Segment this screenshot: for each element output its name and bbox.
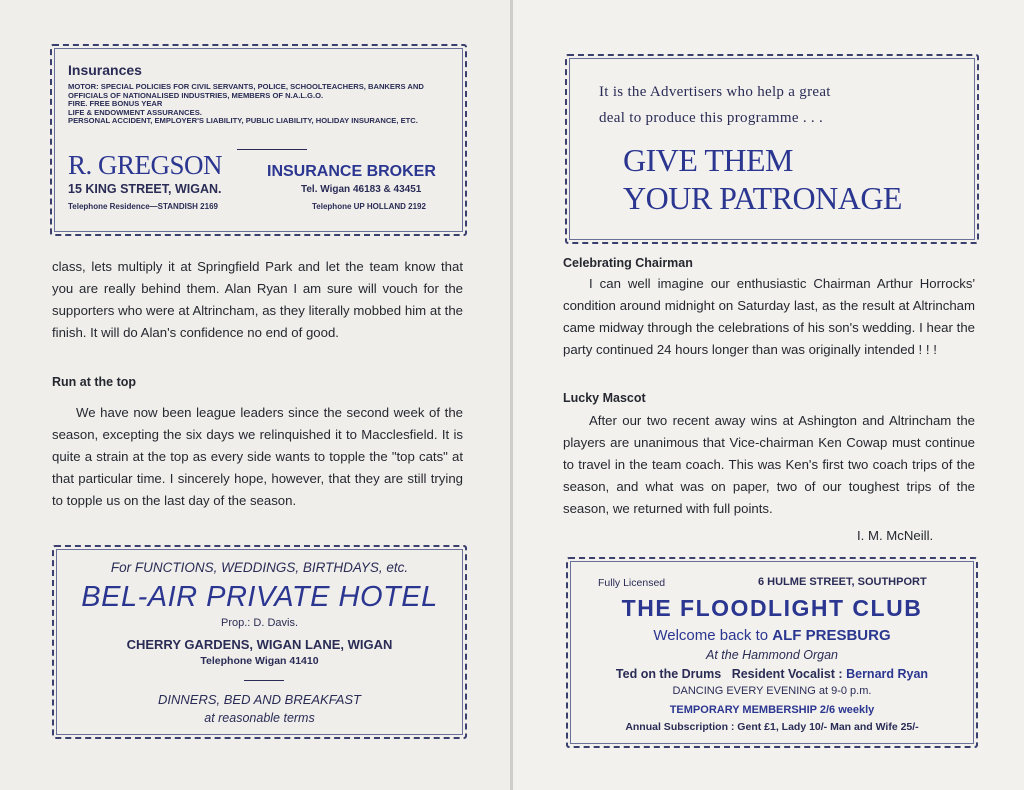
article-continued: class, lets multiply it at Springfield Park and let the team know that you are really behind them. Alan Ryan I am sure will vouch for the supporters who were at Altrincham, as they literally mobbed him at the finish. It will do Alan's confidence no end of good. (52, 259, 463, 340)
hotel-dinners: DINNERS, BED AND BREAKFAST (158, 692, 361, 707)
patronage-line-1: It is the Advertisers who help a great (599, 84, 831, 100)
insurance-title: Insurances (68, 62, 142, 78)
broker-telephone-2: Telephone UP HOLLAND 2192 (312, 202, 426, 211)
chairman-heading: Celebrating Chairman (563, 256, 693, 270)
hotel-telephone: Telephone Wigan 41410 (200, 655, 319, 667)
broker-role: INSURANCE BROKER (267, 163, 436, 180)
run-heading: Run at the top (52, 375, 137, 389)
hotel-prop: Prop.: D. Davis. (220, 617, 299, 629)
insurance-fire: FIRE. FREE BONUS YEAR (68, 99, 163, 109)
run-text: We have now been league leaders since the second week of the season, excepting the six days we relinquished it to Macclesfield. It is quite a strain at the top as every side wants to topple the "top cats" at that particular time. I sincerely hope, however, that they are still trying to topple us on the last day of the season. (52, 405, 463, 508)
mascot-text: After our two recent away wins at Ashington and Altrincham the players are unanimous that Vice-chairman Ken Cowap must continue to travel in the team coach. This was Ken's first two coach trips of the season, and what was on paper, two of our toughest trips of the season, we returned with full points. (563, 413, 975, 516)
left-page (0, 0, 511, 790)
patronage-headline-2: YOUR PATRONAGE (623, 180, 902, 216)
signature: I. M. McNeill. (857, 528, 934, 543)
club-subscription: Annual Subscription : Gent £1, Lady 10/- Man and Wife 25/- (625, 721, 919, 733)
club-address: 6 HULME STREET, SOUTHPORT (758, 576, 927, 588)
divider (237, 149, 307, 150)
insurance-life: LIFE & ENDOWMENT ASSURANCES. (68, 107, 202, 117)
hotel-address: CHERRY GARDENS, WIGAN LANE, WIGAN (126, 637, 393, 652)
broker-telephone: Tel. Wigan 46183 & 43451 (301, 184, 422, 195)
club-drums-vocalist: Ted on the Drums Resident Vocalist : Bernard Ryan (615, 667, 929, 681)
right-page (513, 0, 1024, 790)
insurance-details (68, 83, 453, 126)
chairman-text: I can well imagine our enthusiastic Chairman Arthur Horrocks' condition around midnight on Saturday last, as the result at Altrincham came midway through the celebrations of his son's wedding. I hear the party continued 24 hours longer than was originally intended ! ! ! (563, 276, 975, 357)
broker-name: R. GREGSON (68, 150, 223, 180)
broker-address: 15 KING STREET, WIGAN. (68, 182, 222, 196)
club-dancing: DANCING EVERY EVENING at 9-0 p.m. (672, 685, 872, 697)
club-membership: TEMPORARY MEMBERSHIP 2/6 weekly (669, 704, 875, 716)
hotel-advert (52, 545, 467, 739)
patronage-line-2: deal to produce this programme . . . (599, 110, 824, 126)
mascot-heading: Lucky Mascot (563, 391, 646, 405)
club-organ: At the Hammond Organ (705, 648, 838, 662)
club-welcome: Welcome back to ALF PRESBURG (653, 627, 891, 644)
insurance-motor: MOTOR: SPECIAL POLICIES FOR CIVIL SERVANTS, POLICE, SCHOOLTEACHERS, BANKERS AND OFFICIALS OF NATIONALISED INDUSTRIES, MEMBERS OF N.A.L.G.O. (68, 82, 424, 100)
hotel-terms: at reasonable terms (204, 711, 315, 725)
patronage-advert (565, 54, 979, 244)
floodlight-advert (566, 557, 978, 748)
club-licensed: Fully Licensed (598, 577, 666, 589)
patronage-headline-1: GIVE THEM (623, 142, 793, 178)
insurance-personal: PERSONAL ACCIDENT, EMPLOYER'S LIABILITY, PUBLIC LIABILITY, HOLIDAY INSURANCE, ETC. (68, 116, 418, 126)
insurance-advert (50, 44, 467, 236)
club-name: THE FLOODLIGHT CLUB (621, 595, 923, 621)
hotel-name: BEL-AIR PRIVATE HOTEL (81, 581, 438, 613)
divider (244, 680, 284, 681)
broker-residence: Telephone Residence—STANDISH 2169 (68, 202, 218, 211)
hotel-functions: For FUNCTIONS, WEDDINGS, BIRTHDAYS, etc. (110, 560, 409, 575)
